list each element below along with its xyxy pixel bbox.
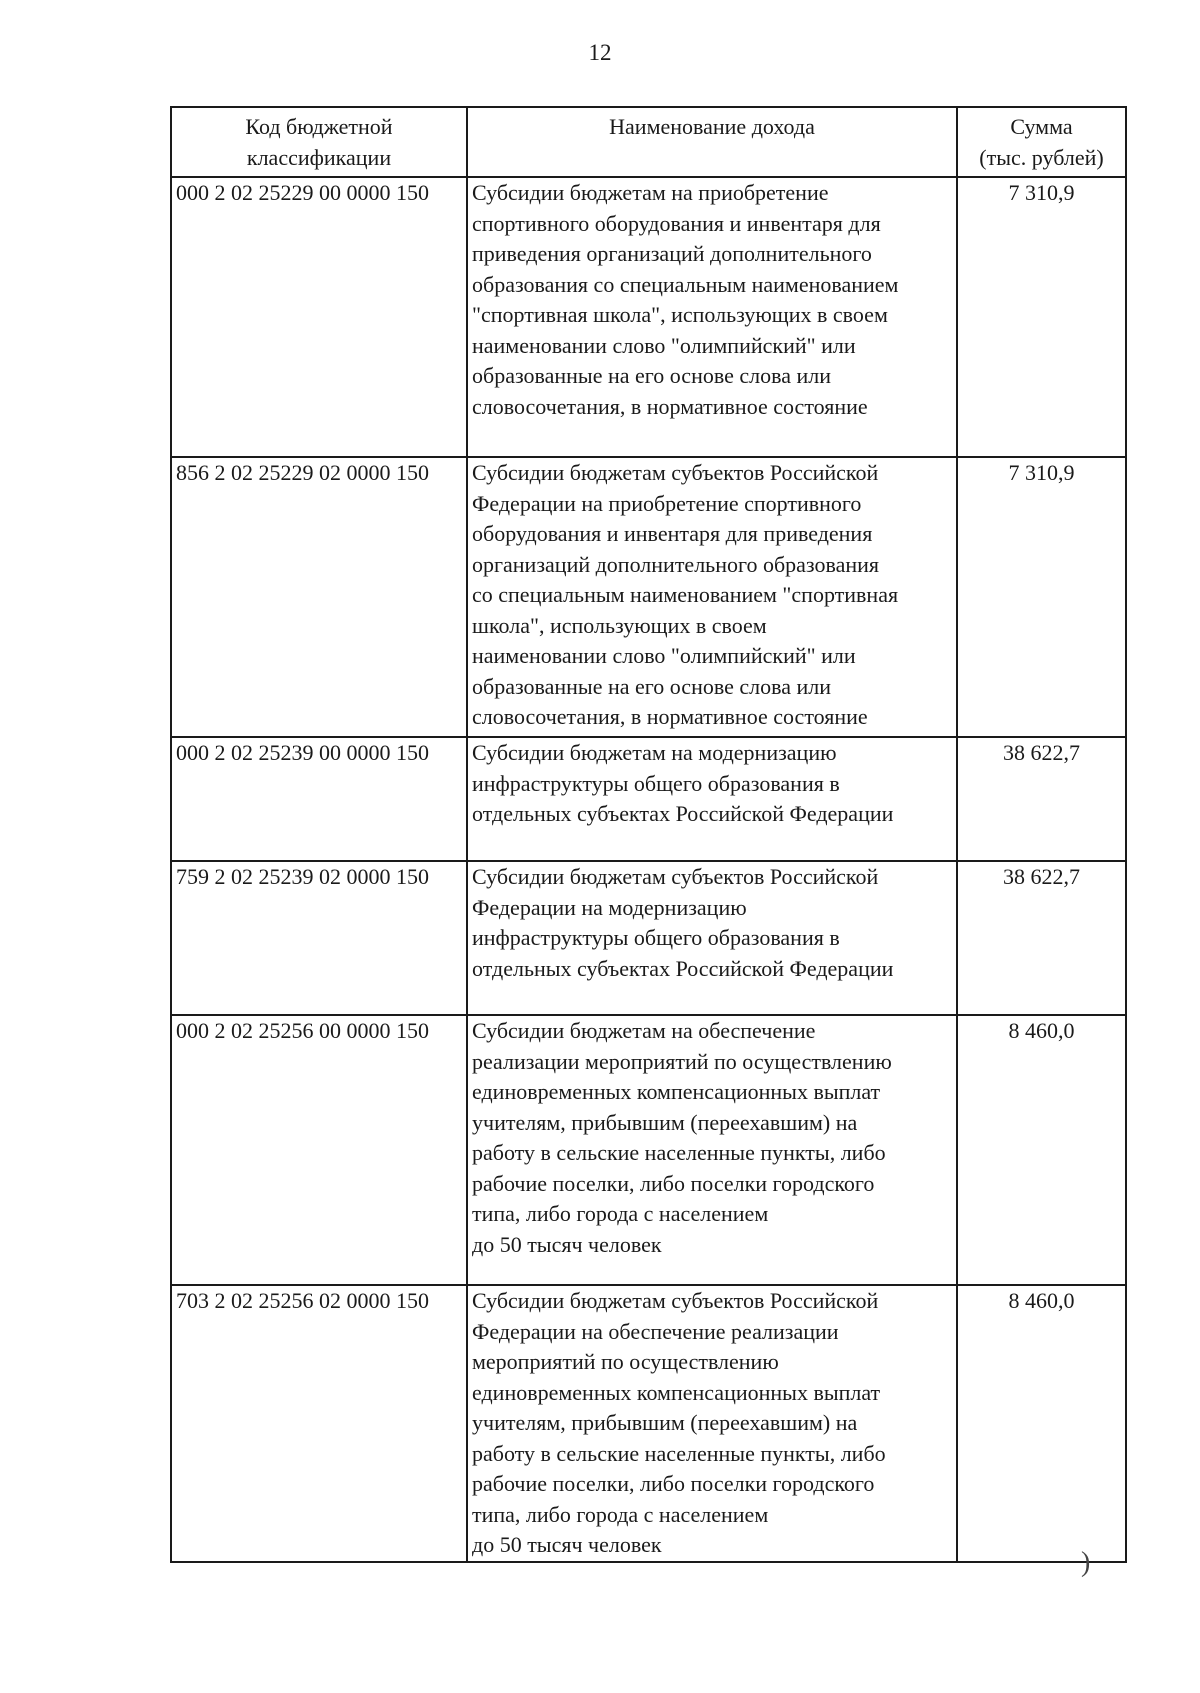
header-sum: Сумма (тыс. рублей) [957,107,1126,177]
row-code: 856 2 02 25229 02 0000 150 [171,457,467,737]
table-header-row [171,107,1126,177]
row-code: 000 2 02 25229 00 0000 150 [171,177,467,457]
row-sum: 38 622,7 [957,737,1126,861]
row-sum: 7 310,9 [957,457,1126,737]
margin-mark: ) [1081,1547,1091,1578]
table-row [171,737,1126,861]
row-name: Субсидии бюджетам субъектов Российской Федерации на модернизацию инфраструктуры общего образования в отдельных субъектах Российской Федерации [467,861,957,1015]
row-sum: 8 460,0 [957,1015,1126,1285]
table-row [171,861,1126,1015]
row-name: Субсидии бюджетам на модернизацию инфраструктуры общего образования в отдельных субъектах Российской Федерации [467,737,957,861]
table-row [171,1015,1126,1285]
row-code: 000 2 02 25239 00 0000 150 [171,737,467,861]
header-name: Наименование дохода [467,107,957,177]
row-code: 759 2 02 25239 02 0000 150 [171,861,467,1015]
row-sum: 38 622,7 [957,861,1126,1015]
row-code: 000 2 02 25256 00 0000 150 [171,1015,467,1285]
table-row [171,457,1126,737]
table-row [171,1285,1126,1562]
table-row [171,177,1126,457]
header-code: Код бюджетной классификации [171,107,467,177]
row-name: Субсидии бюджетам на приобретение спортивного оборудования и инвентаря для приведения организаций дополнительного образования со специальным наименованием "спортивная школа", использующих в своем наименовании слово "олимпийский" или образованные на его основе слова или словосочетания, в нормативное состояние [467,177,957,457]
row-sum: 8 460,0 [957,1285,1126,1562]
row-name: Субсидии бюджетам субъектов Российской Федерации на приобретение спортивного оборудования и инвентаря для приведения организаций дополнительного образования со специальным наименованием "спортивная школа", использующих в своем наименовании слово "олимпийский" или образованные на его основе слова или словосочетания, в нормативное состояние [467,457,957,737]
row-name: Субсидии бюджетам субъектов Российской Федерации на обеспечение реализации мероприятий по осуществлению единовременных компенсационных выплат учителям, прибывшим (переехавшим) на работу в сельские населенные пункты, либо рабочие поселки, либо поселки городского типа, либо города с населением до 50 тысяч человек [467,1285,957,1562]
row-code: 703 2 02 25256 02 0000 150 [171,1285,467,1562]
page-number: 12 [588,40,612,65]
row-name: Субсидии бюджетам на обеспечение реализации мероприятий по осуществлению единовременных компенсационных выплат учителям, прибывшим (переехавшим) на работу в сельские населенные пункты, либо рабочие поселки, либо поселки городского типа, либо города с населением до 50 тысяч человек [467,1015,957,1285]
revenue-table [170,106,1127,1563]
row-sum: 7 310,9 [957,177,1126,457]
